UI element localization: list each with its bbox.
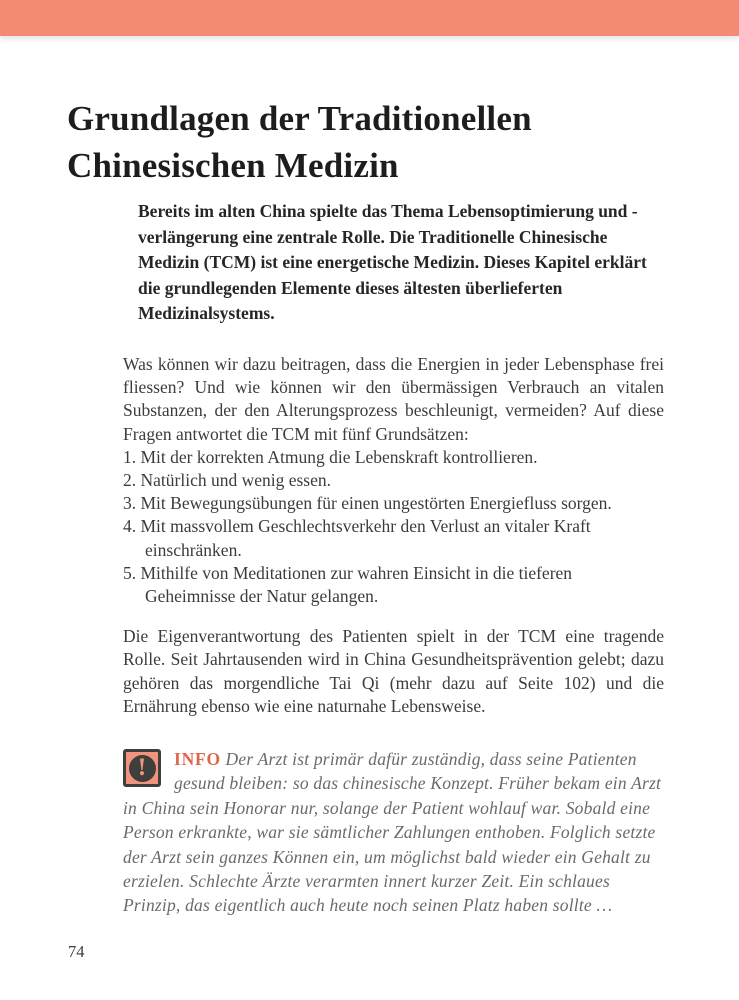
list-item-text: Mithilfe von Meditationen zur wahren Einsicht in die tieferen Geheimnisse der Natur gelangen. (140, 562, 573, 607)
paragraph-prevention: Die Eigenverantwortung des Patienten spielt in der TCM eine tragende Rolle. Seit Jahrtausenden wird in China Gesundheitsprävention gelebt; dazu gehören das morgendliche Tai Qi (mehr dazu auf Seite 102) und die Ernährung ebenso wie eine naturnahe Lebensweise. (123, 626, 664, 716)
list-item-text: Mit Bewegungsübungen für einen ungestörten Energiefluss sorgen. (140, 493, 612, 514)
list-item-number: 3. (123, 493, 137, 514)
list-item (123, 515, 664, 561)
list-item-number: 2. (123, 470, 137, 491)
exclamation-icon (123, 749, 161, 787)
list-item-number: 4. (123, 516, 137, 537)
info-label: INFO (174, 749, 221, 769)
page-title (67, 95, 532, 189)
list-item-number: 1. (123, 446, 137, 467)
info-text: Der Arzt ist primär dafür zuständig, dass seine Patienten gesund bleiben: so das chinesische Konzept. Früher bekam ein Arzt in China sein Honorar nur, solange der Patient wohlauf war. Sobald eine Person erkrankte, war sie sämtlicher Zahlungen enthoben. Folglich setzte der Arzt sein ganzes Können ein, um möglichst bald wieder ein Gehalt zu erzielen. Schlechte Ärzte verarmten innert kurzer Zeit. Ein schlaues Prinzip, das eigentlich auch heute noch seinen Platz haben sollte … (123, 749, 662, 916)
page-title-line1: Grundlagen der Traditionellen (67, 99, 532, 139)
body-text (123, 353, 664, 718)
exclamation-icon-glyph: ! (129, 755, 156, 782)
list-item-text: Mit der korrekten Atmung die Lebenskraft kontrollieren. (140, 446, 538, 467)
chapter-color-bar (0, 0, 739, 36)
list-item-number: 5. (123, 562, 137, 583)
list-item-text: Natürlich und wenig essen. (140, 470, 332, 491)
list-item (123, 469, 664, 492)
list-item (123, 492, 664, 515)
page-title-line2: Chinesischen Medizin (67, 146, 399, 186)
list-item (123, 562, 664, 608)
list-item (123, 446, 664, 469)
page-number: 74 (68, 942, 85, 961)
principles-list (123, 446, 664, 608)
info-box (123, 747, 666, 918)
paragraph-questions: Was können wir dazu beitragen, dass die Energien in jeder Lebensphase frei fliessen? Und wie können wir den übermässigen Verbrauch an vitalen Substanzen, der den Alterungsprozess beschleunigt, vermeiden? Auf diese Fragen antwortet die TCM mit fünf Grundsätzen: (123, 354, 664, 444)
list-item-text: Mit massvollem Geschlechtsverkehr den Verlust an vitaler Kraft einschränken. (140, 516, 591, 560)
chapter-lede: Bereits im alten China spielte das Thema Lebensoptimierung und -verlängerung eine zentrale Rolle. Die Traditionelle Chinesische Medizin (TCM) ist eine energetische Medizin. Dieses Kapitel erklärt die grundlegenden Elemente dieses ältesten überlieferten Medizinalsystems. (138, 201, 647, 324)
